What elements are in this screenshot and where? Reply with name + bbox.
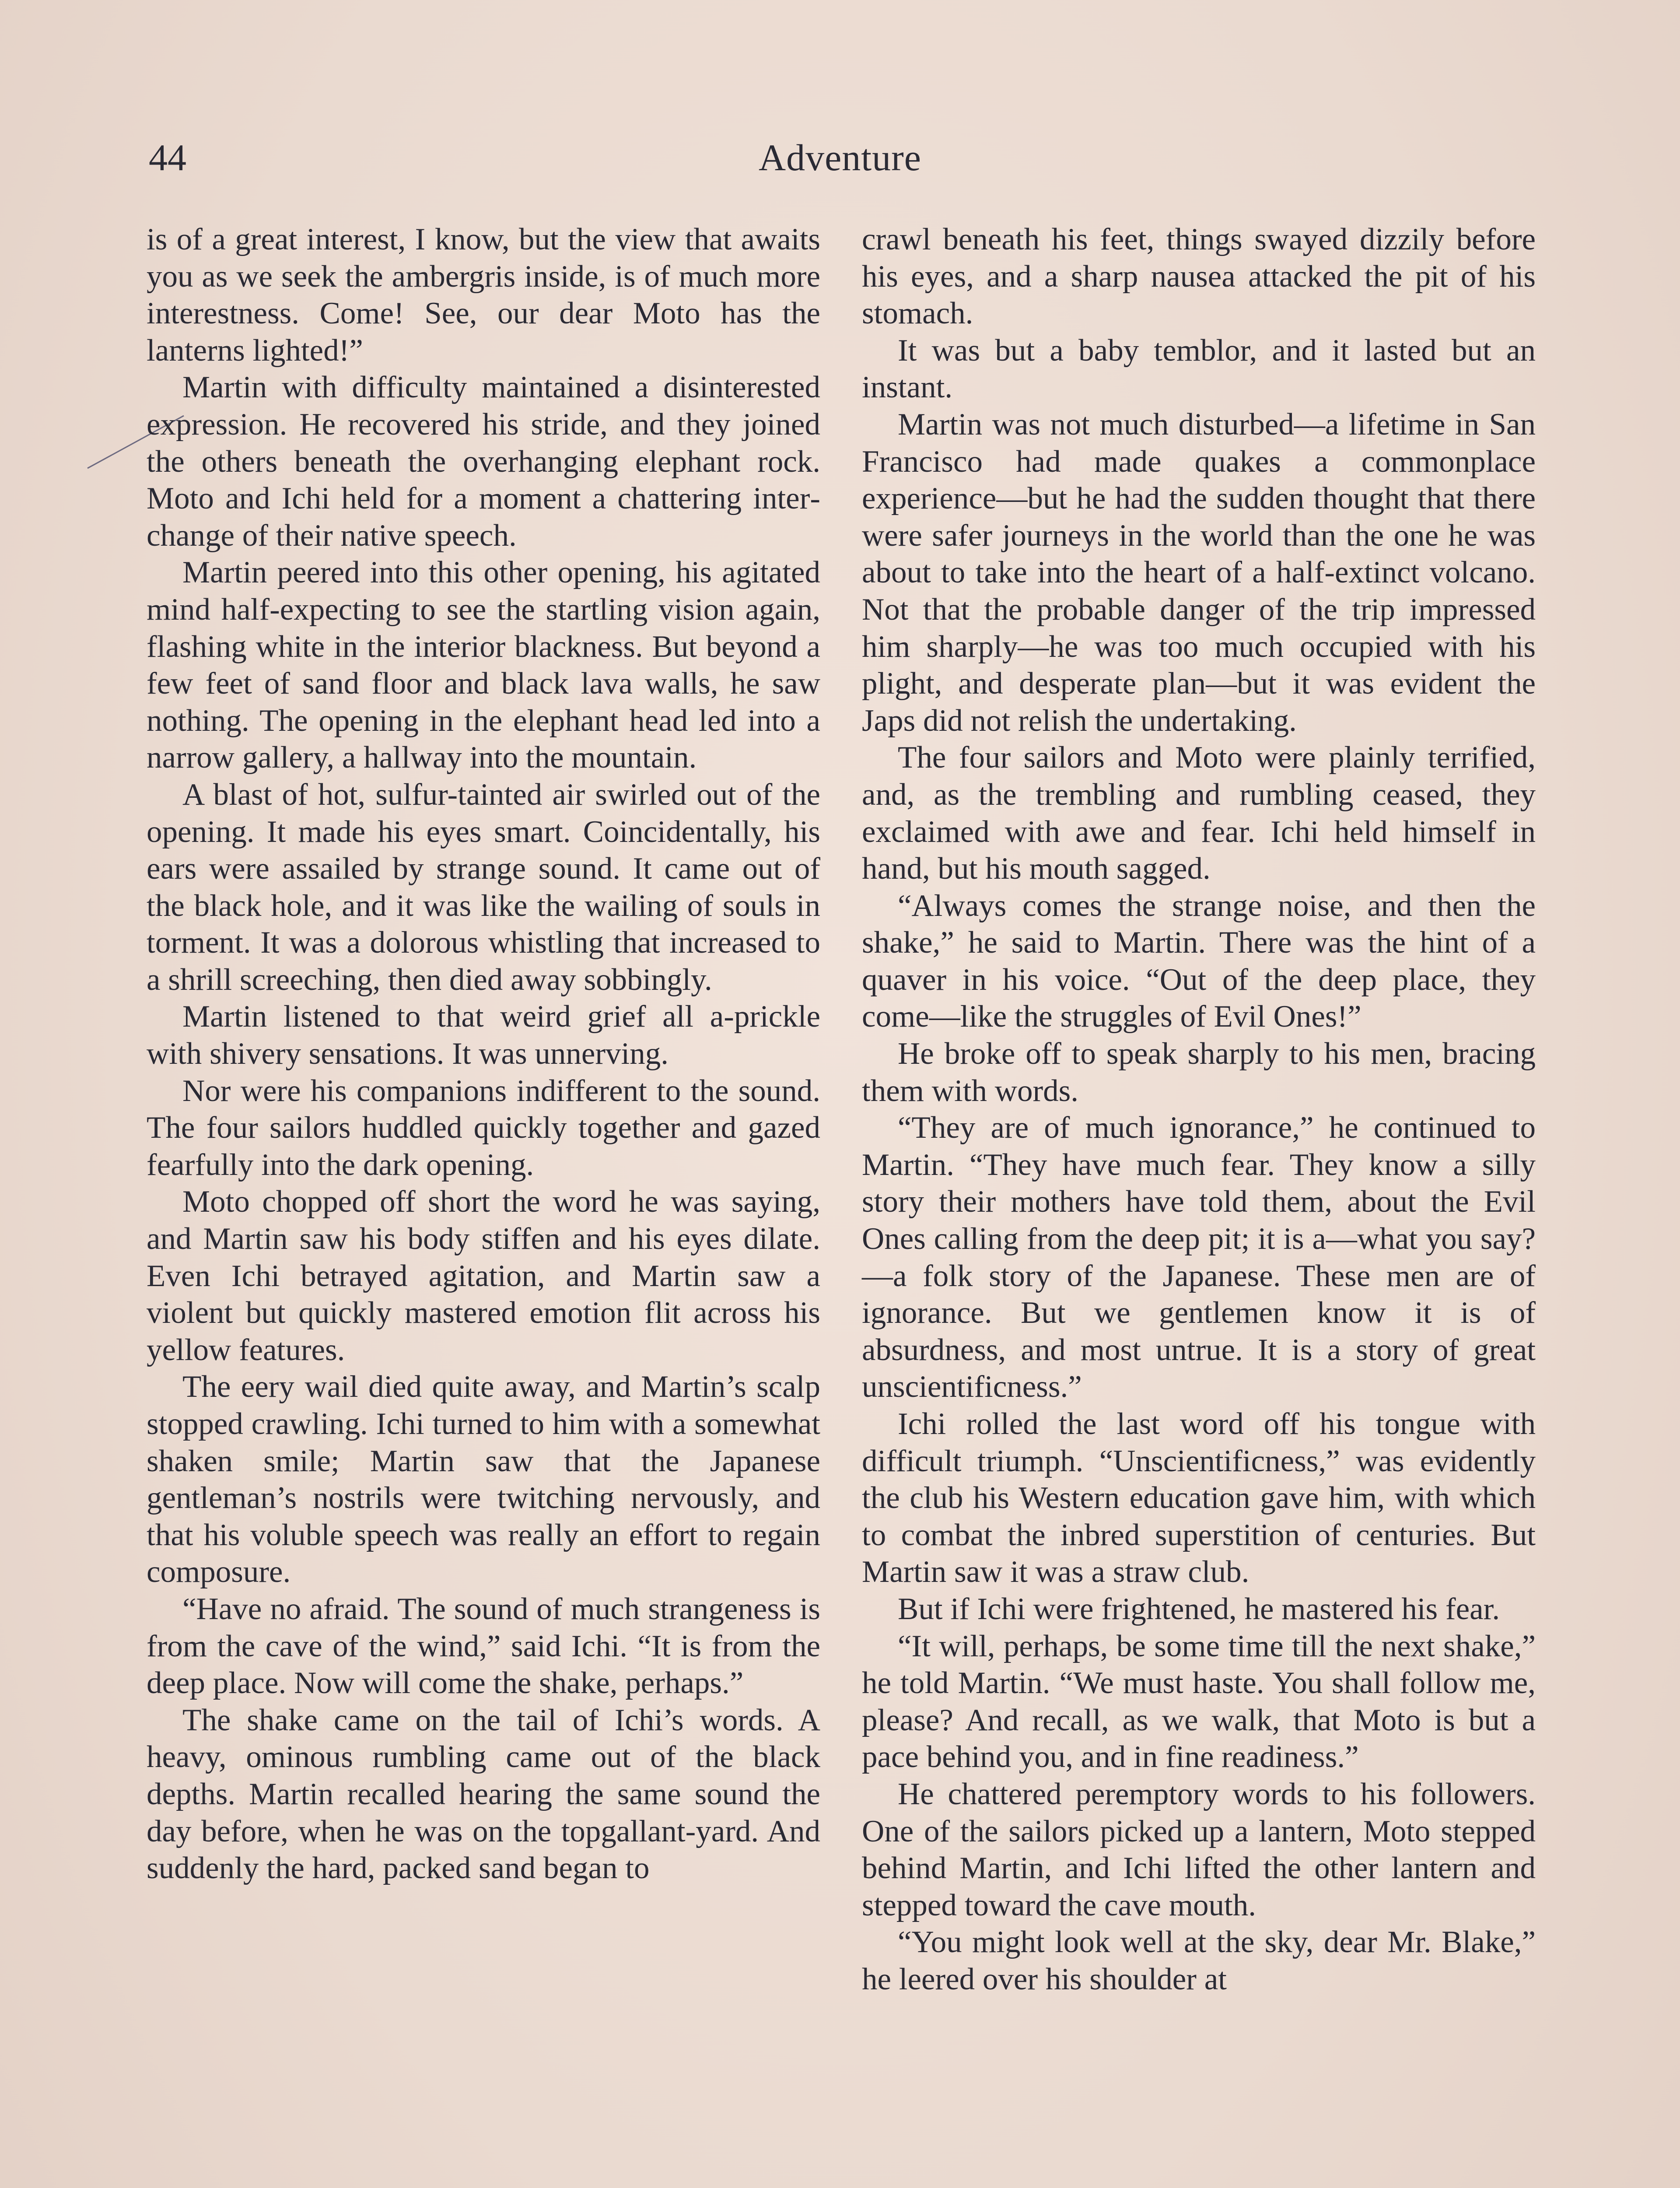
left-column (147, 221, 820, 1887)
paragraph: He broke off to speak sharply to his men, bracing them with words. (862, 1037, 1536, 1108)
paragraph: A blast of hot, sulfur-tainted air swirled out of the opening. It made his eyes smart. Coincidentally, his ears were assailed by strange sound. It came out of the black hole, and it was like the wailing of souls in torment. It was a dolorous whistling that increased to a shrill screeching, then died away sobbingly. (147, 777, 820, 997)
paragraph: Ichi rolled the last word off his tongue with difficult triumph. “Unscientificness,” was evidently the club his Western education gave him, with which to combat the inbred superstition of centuries. But Martin saw it was a straw club. (862, 1407, 1536, 1589)
paragraph: Martin with difficulty maintained a disinterested expression. He recovered his stride, and they joined the others beneath the overhanging elephant rock. Moto and Ichi held for a moment a chattering interchange of their native speech. (147, 370, 820, 553)
paragraph: “It will, perhaps, be some time till the next shake,” he told Martin. “We must haste. You shall follow me, please? And recall, as we walk, that Moto is but a pace behind you, and in fine readiness.” (862, 1629, 1536, 1774)
page-number: 44 (149, 137, 186, 179)
paragraph: crawl beneath his feet, things swayed dizzily before his eyes, and a sharp nausea attacked the pit of his stomach. (862, 222, 1536, 331)
paragraph: “You might look well at the sky, dear Mr. Blake,” he leered over his shoulder at (862, 1925, 1536, 1996)
paragraph: “Always comes the strange noise, and then the shake,” he said to Martin. There was the hint of a quaver in his voice. “Out of the deep place, they come—like the struggles of Evil Ones!” (862, 888, 1536, 1034)
paragraph: The four sailors and Moto were plainly terrified, and, as the trembling and rumbling ceased, they exclaimed with awe and fear. Ichi held himself in hand, but his mouth sagged. (862, 740, 1536, 886)
paragraph: “They are of much ignorance,” he continued to Martin. “They have much fear. They know a silly story their mothers have told them, about the Evil Ones calling from the deep pit; it is a—what you say?—a folk story of the Japanese. These men are of ignorance. But we gentlemen know it is of absurdness, and most untrue. It is a story of great unscientificness.” (862, 1111, 1536, 1404)
paragraph: Martin peered into this other opening, his agitated mind half-expecting to see the startling vision again, flashing white in the interior blackness. But beyond a few feet of sand floor and black lava walls, he saw nothing. The opening in the elephant head led into a narrow gallery, a hallway into the mountain. (147, 555, 820, 775)
paragraph: He chattered peremptory words to his followers. One of the sailors picked up a lantern, Moto stepped behind Martin, and Ichi lifted the other lantern and stepped toward the cave mouth. (862, 1777, 1536, 1922)
paragraph: But if Ichi were frightened, he mastered his fear. (898, 1592, 1500, 1626)
paragraph: “Have no afraid. The sound of much strangeness is from the cave of the wind,” said Ichi. “It is from the deep place. Now will come the shake, perhaps.” (147, 1592, 820, 1701)
running-title: Adventure (759, 137, 921, 179)
paragraph: Nor were his companions indifferent to the sound. The four sailors huddled quickly together and gazed fearfully into the dark opening. (147, 1073, 820, 1182)
paragraph: Martin was not much disturbed—a lifetime in San Francisco had made quakes a commonplace experience—but he had the sudden thought that there were safer journeys in the world than the one he was about to take into the heart of a half-extinct volcano. Not that the probable danger of the trip impressed him sharply—he was too much occupied with his plight, and desperate plan—but it was evident the Japs did not relish the undertaking. (862, 407, 1536, 738)
right-column (862, 221, 1536, 1998)
paragraph: Moto chopped off short the word he was saying, and Martin saw his body stiffen and his eyes dilate. Even Ichi betrayed agitation, and Martin saw a violent but quickly mastered emotion flit across his yellow features. (147, 1185, 820, 1367)
paragraph: The eery wail died quite away, and Martin’s scalp stopped crawling. Ichi turned to him with a somewhat shaken smile; Martin saw that the Japanese gentleman’s nostrils were twitching nervously, and that his voluble speech was really an effort to regain composure. (147, 1370, 820, 1589)
paragraph: is of a great interest, I know, but the view that awaits you as we seek the ambergris inside, is of much more interestness. Come! See, our dear Moto has the lanterns lighted!” (147, 222, 820, 368)
page-header (149, 131, 1531, 184)
paragraph: The shake came on the tail of Ichi’s words. A heavy, ominous rumbling came out of the black depths. Martin recalled hearing the same sound the day before, when he was on the topgallant-yard. And suddenly the hard, packed sand began to (147, 1703, 820, 1886)
paragraph: Martin listened to that weird grief all a-prickle with shivery sensations. It was unnerving. (147, 999, 820, 1071)
paragraph: It was but a baby temblor, and it lasted but an instant. (862, 333, 1536, 405)
